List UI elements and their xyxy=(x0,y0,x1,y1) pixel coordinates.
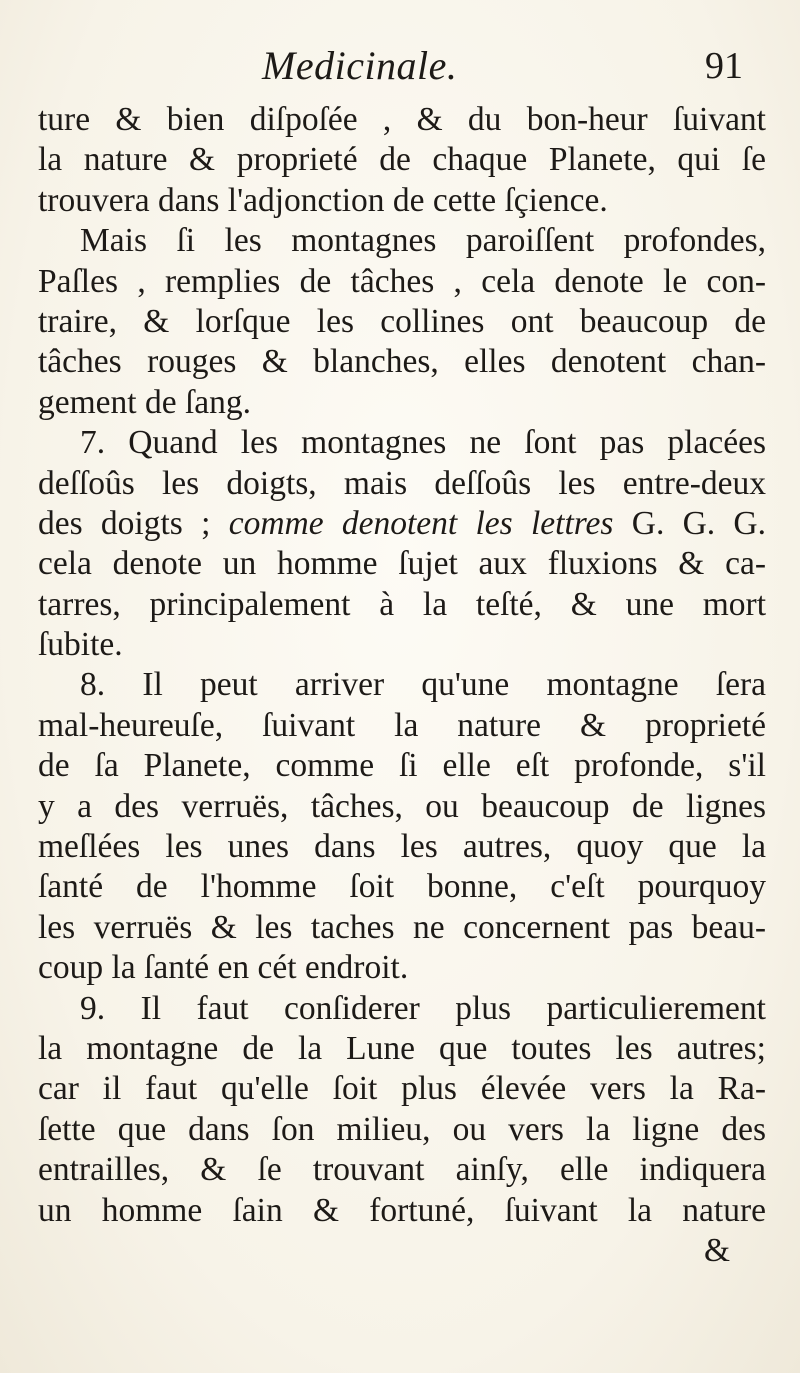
text-line: tâches rouges & blanches, elles denotent chan- xyxy=(38,343,766,381)
text-line: la montagne de la Lune que toutes les autres; xyxy=(38,1029,766,1067)
text-line: un homme ſain & fortuné, ſuivant la nature xyxy=(38,1191,766,1229)
text-line: traire, & lorſque les collines ont beaucoup de xyxy=(38,302,766,340)
text-line: mal-heureuſe, ſuivant la nature & proprieté xyxy=(38,706,766,744)
page-number: 91 xyxy=(705,45,743,87)
text-line: trouvera dans l'adjonction de cette ſçience. xyxy=(38,181,608,219)
text-line: gement de ſang. xyxy=(38,383,252,421)
text-line: ſette que dans ſon milieu, ou vers la ligne des xyxy=(38,1110,766,1148)
text-line: 8. Il peut arriver qu'une montagne ſera xyxy=(80,666,766,704)
text-line: meſlées les unes dans les autres, quoy que la xyxy=(38,828,766,866)
text-line: Paſles , remplies de tâches , cela denote le con- xyxy=(38,262,766,300)
page-header xyxy=(0,38,800,98)
text-line: car il faut qu'elle ſoit plus élevée vers la Ra- xyxy=(38,1070,766,1108)
text-line: Mais ſi les montagnes paroiſſent profondes, xyxy=(80,222,766,260)
catchword: & xyxy=(703,1231,730,1269)
text-line: tarres, principalement à la teſté, & une mort xyxy=(38,585,766,623)
italic-phrase: comme denotent les lettres xyxy=(228,504,614,542)
running-title: Medicinale. xyxy=(262,43,458,88)
text-line: 9. Il faut conſiderer plus particulierement xyxy=(80,989,766,1027)
text-line: entrailles, & ſe trouvant ainſy, elle indiquera xyxy=(38,1151,766,1189)
text-line: de ſa Planete, comme ſi elle eſt profonde, s'il xyxy=(38,747,766,785)
text-line: 7. Quand les montagnes ne ſont pas placées xyxy=(80,424,766,462)
text-line: la nature & proprieté de chaque Planete, qui ſe xyxy=(38,141,766,179)
letters-g-g-g: G. G. G. xyxy=(631,504,767,542)
text-line-mixed xyxy=(38,504,766,544)
text-line: cela denote un homme ſujet aux fluxions & ca- xyxy=(38,545,766,583)
text-line: coup la ſanté en cét endroit. xyxy=(38,949,409,987)
text-line: ſubite. xyxy=(38,626,123,664)
text-line: deſſoûs les doigts, mais deſſoûs les entre-deux xyxy=(38,464,766,502)
text-line: les verruës & les taches ne concernent pas beau- xyxy=(38,908,766,946)
text-segment: des doigts ; xyxy=(38,504,211,542)
body-text xyxy=(38,100,766,1271)
text-line: ſanté de l'homme ſoit bonne, c'eſt pourquoy xyxy=(38,868,766,906)
text-line: y a des verruës, tâches, ou beaucoup de lignes xyxy=(38,787,766,825)
text-line: ture & bien diſpoſée , & du bon-heur ſuivant xyxy=(38,101,766,138)
